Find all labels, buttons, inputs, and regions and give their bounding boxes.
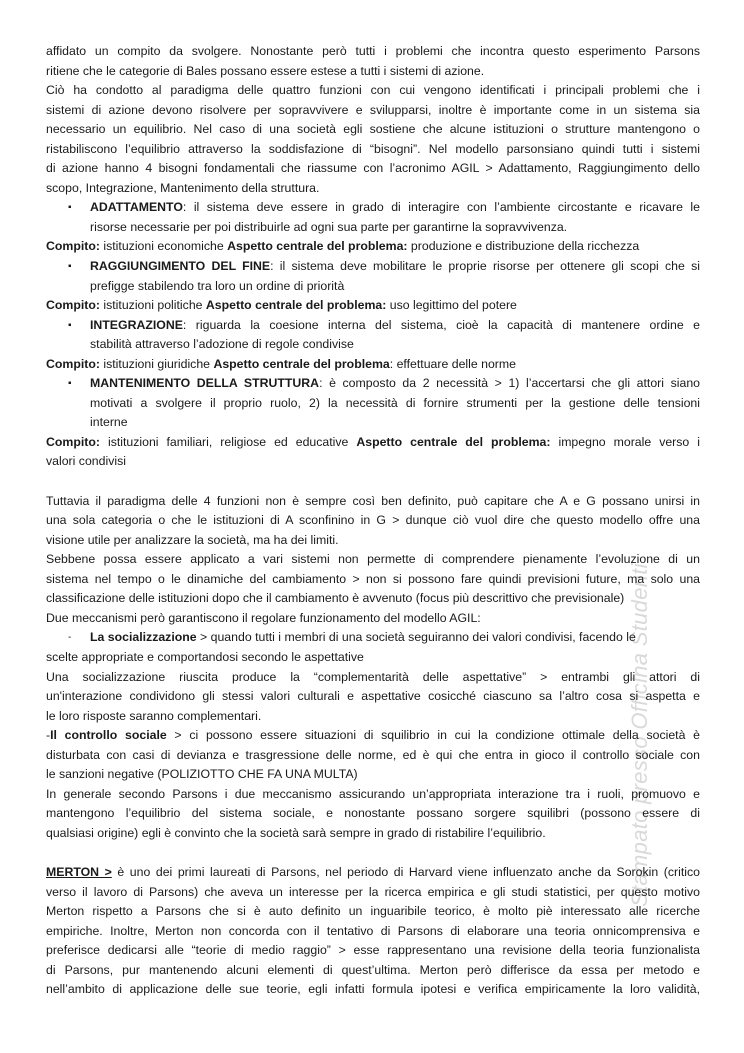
text-span: sistemi di azione devono risolvere per sopravvivere e svilupparsi, inoltre è importante come in un sistema sia	[46, 102, 700, 117]
text-line	[46, 804, 700, 824]
text-line	[46, 81, 700, 101]
text-line	[46, 62, 700, 82]
square-bullet-icon: ▪	[68, 378, 72, 390]
text-span: prefigge stabilendo tra loro un ordine di priorità	[90, 278, 345, 293]
bold-term: Aspetto centrale del problema:	[356, 434, 551, 449]
text-line	[90, 394, 700, 414]
text-span: risorse necessarie per poi distribuirle ad ogni sua parte per garantirne la sopravvivenza.	[90, 219, 568, 234]
text-span: Merton rispetto a Parsons che si è auto definito un inguaribile teorico, è molto piè interessato alle ricerche	[46, 904, 700, 919]
text-line	[46, 863, 700, 883]
bold-term: Aspetto centrale del problema:	[205, 298, 387, 313]
text-line	[46, 179, 700, 199]
text-span: le loro risposte saranno complementari.	[46, 708, 262, 723]
list-item-line	[68, 257, 700, 277]
text-span: Sebbene possa essere applicato a vari sistemi non permette di comprendere pienamente l’evoluzione di un	[46, 552, 700, 567]
text-span: -	[46, 728, 51, 743]
text-line	[46, 140, 700, 160]
square-bullet-icon: ▪	[68, 319, 72, 331]
watermark: Stampato presso Officina Studenti	[627, 563, 652, 907]
dash-bullet-icon: -	[68, 632, 72, 644]
text-span: ritiene che le categorie di Bales possano essere estese a tutti i sistemi di azione.	[46, 63, 485, 78]
text-line	[46, 120, 700, 140]
bold-term: Compito:	[46, 356, 100, 371]
text-line	[46, 452, 700, 472]
text-line	[46, 42, 700, 62]
text-line	[46, 980, 700, 1000]
text-span: preferisce dedicarsi alle “teorie di medio raggio” > esse rappresentano una revisione della teoria funzionalista	[46, 943, 700, 958]
text-span: le sanzioni negative (POLIZIOTTO CHE FA UNA MULTA)	[46, 767, 358, 782]
blank-line	[46, 843, 700, 863]
text-span: : il sistema deve essere in grado di interagire con l’ambiente circostante e ricavare le	[182, 200, 700, 215]
text-line	[90, 335, 700, 355]
text-span: istituzioni economiche	[99, 239, 228, 254]
text-line	[46, 550, 700, 570]
text-span: Due meccanismi però garantiscono il regolare funzionamento del modello AGIL:	[46, 610, 481, 625]
list-item-line	[68, 628, 700, 648]
text-span: nell’ambito di applicazione delle sue teorie, egli infatti formula ipotesi e verifica empiricamente la loro validità,	[46, 982, 700, 997]
text-line	[46, 961, 700, 981]
text-span: istituzioni politiche	[99, 298, 206, 313]
text-line	[46, 433, 700, 453]
bold-term: INTEGRAZIONE	[90, 317, 183, 332]
text-span: : riguarda la coesione interna del sistema, cioè la capacità di mantenere ordine e	[182, 317, 700, 332]
text-span: di azione hanno 4 bisogni fondamentali che riassume con l’acronimo AGIL > Adattamento, Raggiungimento dello	[46, 161, 700, 176]
text-span: ristabiliscono l’equilibrio attraverso la soddisfazione di “bisogni”. Nel modello parsonsiano quindi tutti i sistemi	[46, 141, 700, 156]
text-span: classificazione delle istituzioni dopo che il cambiamento è avvenuto (focus più descrittivo che previsionale)	[46, 591, 625, 606]
text-span: scelte appropriate e comportandosi secondo le aspettative	[46, 649, 364, 664]
text-line	[46, 355, 700, 375]
text-line	[46, 101, 700, 121]
text-line	[46, 511, 700, 531]
text-line	[46, 159, 700, 179]
text-line	[46, 902, 700, 922]
text-line	[46, 941, 700, 961]
text-span: : è composto da 2 necessità > 1) l’accertarsi che gli attori siano	[319, 376, 700, 391]
text-span: sistema nel tempo o le dinamiche del cambiamento > non si possono fare quindi previsioni future, ma solo una	[46, 571, 700, 586]
text-line	[46, 726, 700, 746]
blank-line	[46, 472, 700, 492]
bold-term: Aspetto centrale del problema:	[227, 239, 408, 254]
text-line	[46, 237, 700, 257]
text-line	[46, 824, 700, 844]
text-line	[46, 765, 700, 785]
text-line	[90, 413, 700, 433]
text-span: una sola categoria o che le istituzioni di A sconfinino in G > dunque ciò vuol dire che questo modello offre una	[46, 513, 700, 528]
text-span: istituzioni familiari, religiose ed educative	[99, 434, 357, 449]
text-line	[46, 296, 700, 316]
bold-term: RAGGIUNGIMENTO DEL FINE	[90, 259, 271, 274]
text-span: motivati a svolgere il proprio ruolo, 2) la necessità di fornire strumenti per la gestione delle tensioni	[90, 395, 700, 410]
text-span: visione utile per analizzare la società, ma ha dei limiti.	[46, 532, 339, 547]
text-span: Tuttavia il paradigma delle 4 funzioni non è sempre così ben definito, può capitare che A e G possano unirsi in	[46, 493, 700, 508]
text-span: : effettuare delle norme	[389, 356, 516, 371]
bold-term: Il controllo sociale	[50, 728, 167, 743]
text-line	[46, 531, 700, 551]
text-span: valori condivisi	[46, 454, 126, 469]
text-span: interne	[90, 415, 128, 430]
text-line	[46, 707, 700, 727]
text-span: impegno morale verso i	[550, 434, 700, 449]
square-bullet-icon: ▪	[68, 202, 72, 214]
text-span: produzione e distribuzione della ricchezza	[407, 239, 640, 254]
text-span: empiriche. Inoltre, Merton non concorda con il tentativo di Parsons di elaborare una teoria onnicomprensiva e	[46, 923, 700, 938]
text-span: è uno dei primi laureati di Parsons, nel periodo di Harvard viene influenzato anche da Sorokin (critico	[111, 864, 700, 879]
text-span: scopo, Integrazione, Mantenimento della struttura.	[46, 180, 320, 195]
text-line	[90, 218, 700, 238]
text-span: : il sistema deve mobilitare le proprie risorse per ottenere gli scopi che si	[270, 259, 700, 274]
square-bullet-icon: ▪	[68, 261, 72, 273]
text-line	[46, 785, 700, 805]
text-span: stabilità attraverso l’adozione di regole condivise	[90, 337, 354, 352]
text-span: un'interazione condividono gli stessi valori culturali e aspettative cosicché ciascuno sa l’altro cosa si aspetta e	[46, 689, 700, 704]
text-line	[46, 687, 700, 707]
bold-term: Aspetto centrale del problema	[213, 356, 390, 371]
text-span: istituzioni giuridiche	[99, 356, 214, 371]
text-span: affidato un compito da svolgere. Nonostante però tutti i problemi che incontra questo esperimento Parsons	[46, 44, 700, 58]
section-heading: MERTON >	[46, 864, 112, 879]
text-span: di Parsons, pur mantenendo alcuni elementi di quest’ultima. Merton però differisce da essa per metodo e	[46, 962, 700, 977]
bold-term: Compito:	[46, 434, 100, 449]
text-span: Ciò ha condotto al paradigma delle quattro funzioni con cui vengono identificati i principali problemi che i	[46, 83, 700, 98]
list-item-line	[68, 198, 700, 218]
text-line	[46, 609, 700, 629]
text-line	[46, 570, 700, 590]
list-item-line	[68, 316, 700, 336]
bold-term: MANTENIMENTO DELLA STRUTTURA	[90, 376, 320, 391]
text-span: Una socializzazione riuscita produce la “complementarità delle aspettative” > entrambi gli attori di	[46, 669, 700, 684]
text-span: uso legittimo del potere	[386, 298, 517, 313]
bold-term: La socializzazione	[90, 630, 197, 645]
text-line	[46, 648, 700, 668]
text-line	[46, 492, 700, 512]
text-line	[46, 922, 700, 942]
text-span: > quando tutti i membri di una società seguiranno dei valori condivisi, facendo le	[196, 630, 636, 645]
list-item-line	[68, 374, 700, 394]
bold-term: ADATTAMENTO	[90, 200, 183, 215]
text-span: qualsiasi origine) egli è convinto che la società sarà sempre in grado di ristabilire l’equilibrio.	[46, 825, 546, 840]
text-line	[46, 668, 700, 688]
text-line	[90, 277, 700, 297]
document-page	[46, 42, 700, 1000]
bold-term: Compito:	[46, 298, 100, 313]
text-span: mantengono l’equilibrio del sistema sociale, e nonostante possano sorgere squilibri (possono essere di	[46, 806, 700, 821]
text-span: disturbata con casi di devianza e trasgressione delle norme, ed è qui che entra in gioco il controllo sociale con	[46, 747, 700, 762]
text-line	[46, 589, 700, 609]
text-span: necessario un equilibrio. Nel caso di una società egli sostiene che alcune istituzioni o strutture mantengono o	[46, 122, 700, 137]
text-span: verso il lavoro di Parsons) che aveva un interesse per la ricerca empirica e gli studi statistici, per questo motivo	[46, 884, 700, 899]
text-span: > ci possono essere situazioni di squilibrio in cui la condizione ottimale della società è	[166, 728, 700, 743]
text-line	[46, 883, 700, 903]
text-span: In generale secondo Parsons i due meccanismo assicurando un’appropriata interazione tra i ruoli, promuovo e	[46, 786, 700, 801]
bold-term: Compito:	[46, 239, 100, 254]
text-line	[46, 746, 700, 766]
